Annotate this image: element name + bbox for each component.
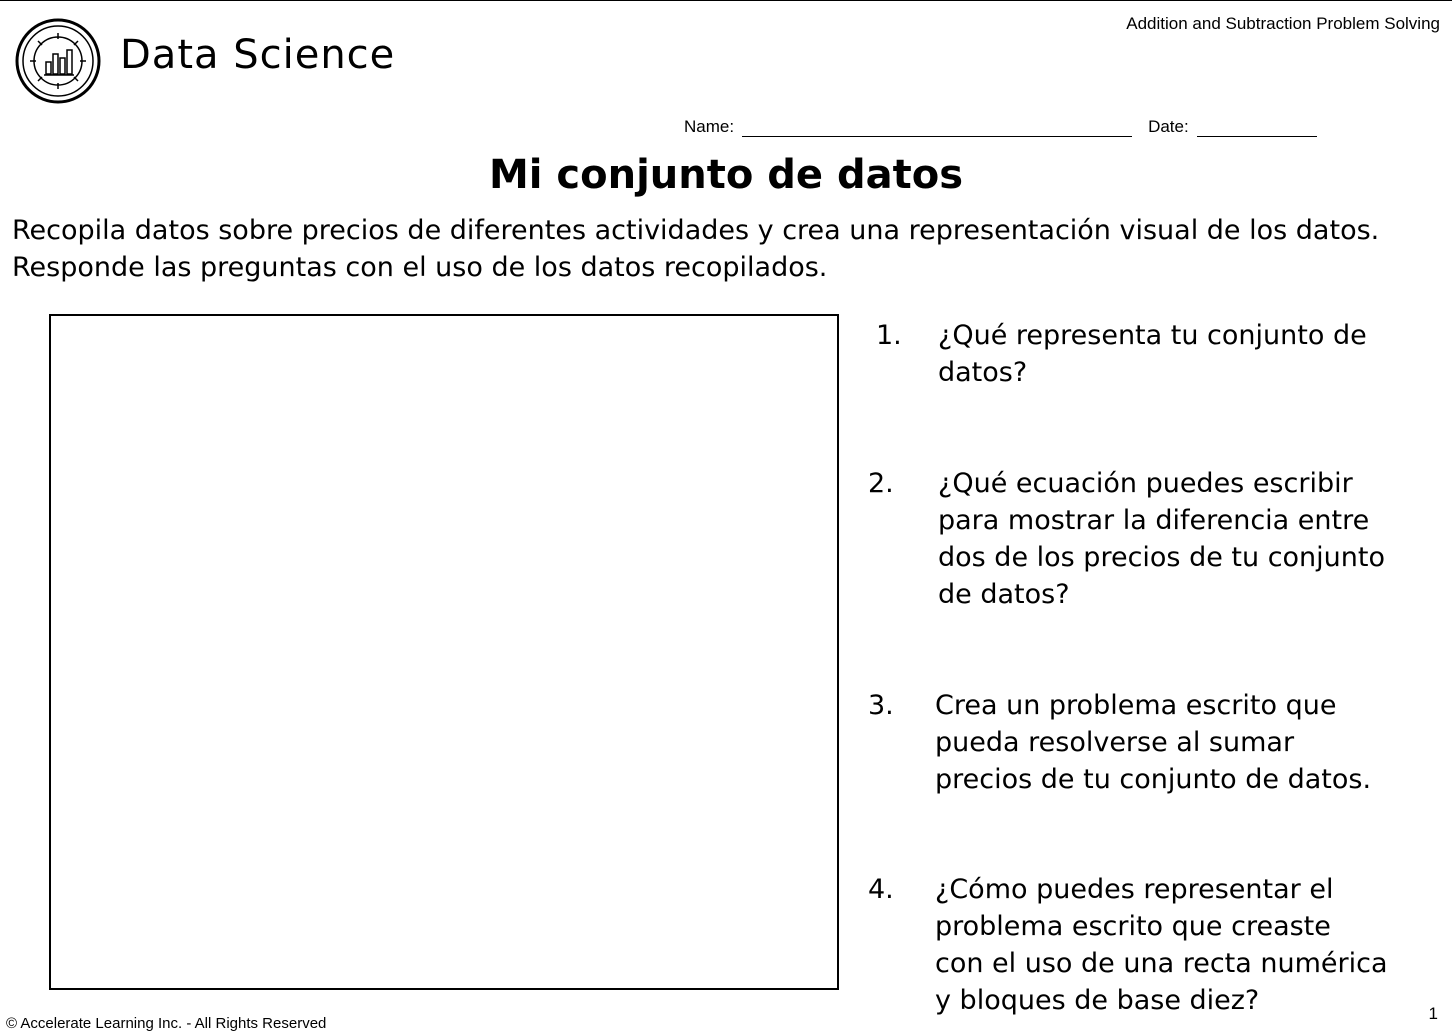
name-field[interactable]: [742, 118, 1132, 137]
date-field[interactable]: [1197, 118, 1317, 137]
unit-title: Addition and Subtraction Problem Solving: [1126, 14, 1440, 33]
question-number: 3.: [868, 690, 894, 721]
drawing-area[interactable]: [49, 314, 839, 990]
question-text: Crea un problema escrito que pueda resolverse al sumar precios de tu conjunto de datos.: [935, 690, 1372, 795]
instructions: Recopila datos sobre precios de diferentes actividades y crea una representación visual de los datos. Responde las preguntas con el uso de los datos recopilados.: [12, 215, 1380, 283]
copyright: © Accelerate Learning Inc. - All Rights Reserved: [6, 1015, 327, 1032]
question-text: ¿Qué representa tu conjunto de datos?: [938, 320, 1367, 388]
top-rule: [0, 0, 1452, 1]
question-text: ¿Qué ecuación puedes escribir para mostrar la diferencia entre dos de los precios de tu conjunto de datos?: [938, 468, 1386, 610]
question-number: 4.: [868, 874, 894, 905]
question-text: ¿Cómo puedes representar el problema escrito que creaste con el uso de una recta numérica y bloques de base diez?: [935, 874, 1388, 1016]
date-label: Date:: [1148, 117, 1189, 136]
question-number: 2.: [868, 468, 894, 499]
name-date-row: [684, 117, 1317, 137]
page-title: Mi conjunto de datos: [488, 152, 964, 198]
page-number: 1: [1428, 1004, 1438, 1023]
question-number: 1.: [876, 320, 902, 351]
brand-name: Data Science: [120, 32, 396, 78]
gear-bar-chart-icon: [15, 18, 101, 104]
name-label: Name:: [684, 117, 735, 136]
